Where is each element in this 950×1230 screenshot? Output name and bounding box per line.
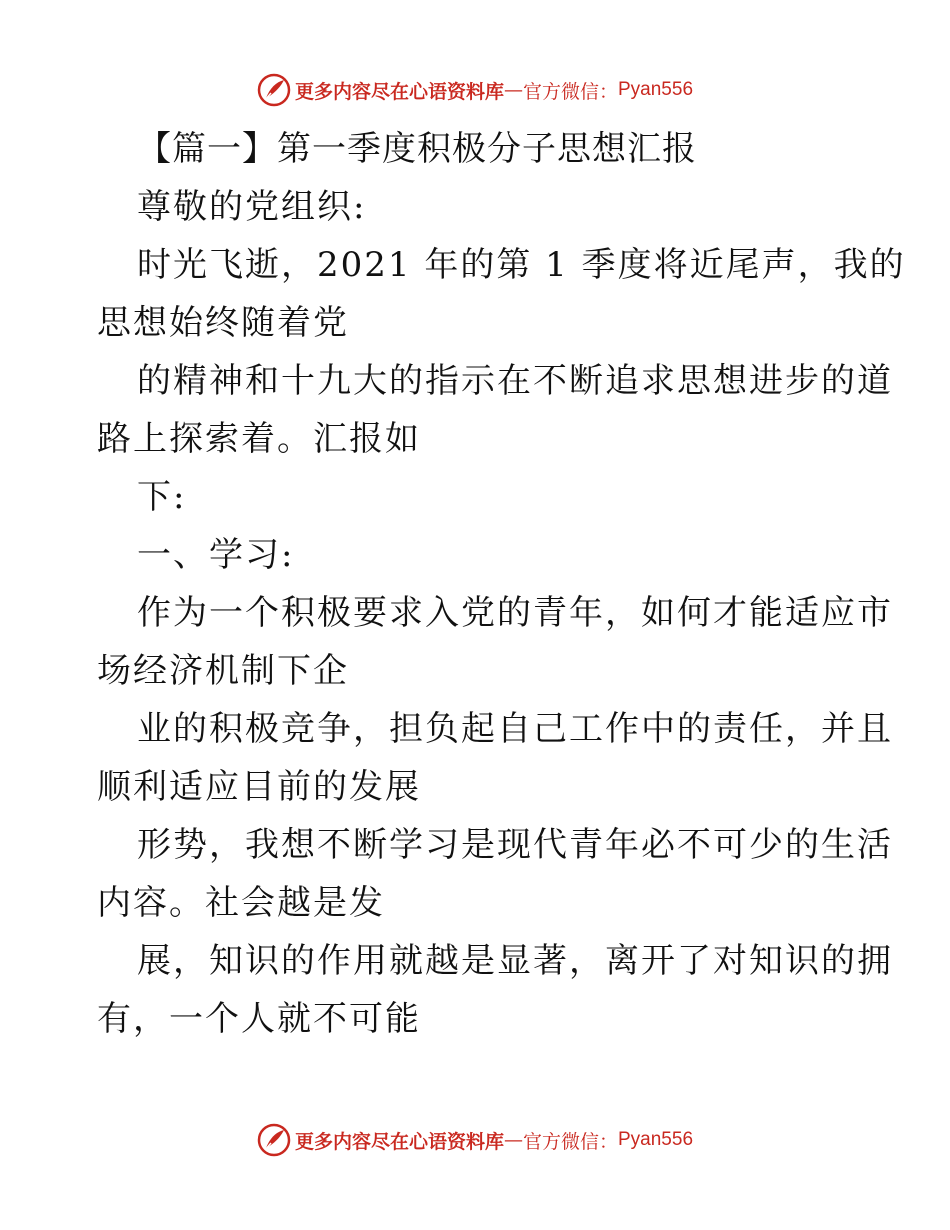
footer-banner: [0, 1120, 950, 1160]
banner-wechat-label: 官方微信：: [522, 1130, 618, 1153]
text-line: 的精神和十九大的指示在不断追求思想进步的道: [137, 361, 893, 401]
text-line: 作为一个积极要求入党的青年，如何才能适应市: [137, 593, 893, 633]
feather-pen-logo-icon: [257, 1123, 291, 1157]
text-line: 业的积极竞争，担负起自己工作中的责任，并且: [137, 709, 893, 749]
text-line: 形势，我想不断学习是现代青年必不可少的生活: [137, 825, 893, 865]
banner-wechat-id: Pyan556: [618, 1129, 694, 1150]
banner-main-text: 更多内容尽在心语资料库: [294, 80, 504, 103]
section-heading: 一、学习:: [137, 535, 295, 575]
header-banner: [0, 70, 950, 110]
text-line: 思想始终随着党: [97, 303, 349, 343]
text-line: 时光飞逝，2021 年的第 1 季度将近尾声，我的: [137, 245, 906, 285]
banner-dash: —: [503, 1129, 523, 1151]
text-line: 展，知识的作用就越是显著，离开了对知识的拥: [137, 941, 893, 981]
banner-dash: —: [503, 79, 523, 101]
text-line: 路上探索着。汇报如: [97, 419, 421, 459]
banner-wechat-label: 官方微信：: [522, 80, 618, 103]
document-title: 【篇一】第一季度积极分子思想汇报: [137, 129, 697, 169]
text-line: 顺利适应目前的发展: [97, 767, 421, 807]
banner-wechat-id: Pyan556: [618, 79, 694, 100]
salutation: 尊敬的党组织:: [137, 187, 367, 227]
feather-pen-logo-icon: [257, 73, 291, 107]
document-body: [97, 120, 906, 1048]
text-line: 内容。社会越是发: [97, 883, 385, 923]
text-line: 有，一个人就不可能: [97, 999, 421, 1039]
text-line: 场经济机制下企: [97, 651, 349, 691]
banner-main-text: 更多内容尽在心语资料库: [294, 1130, 504, 1153]
text-line: 下:: [137, 477, 187, 517]
